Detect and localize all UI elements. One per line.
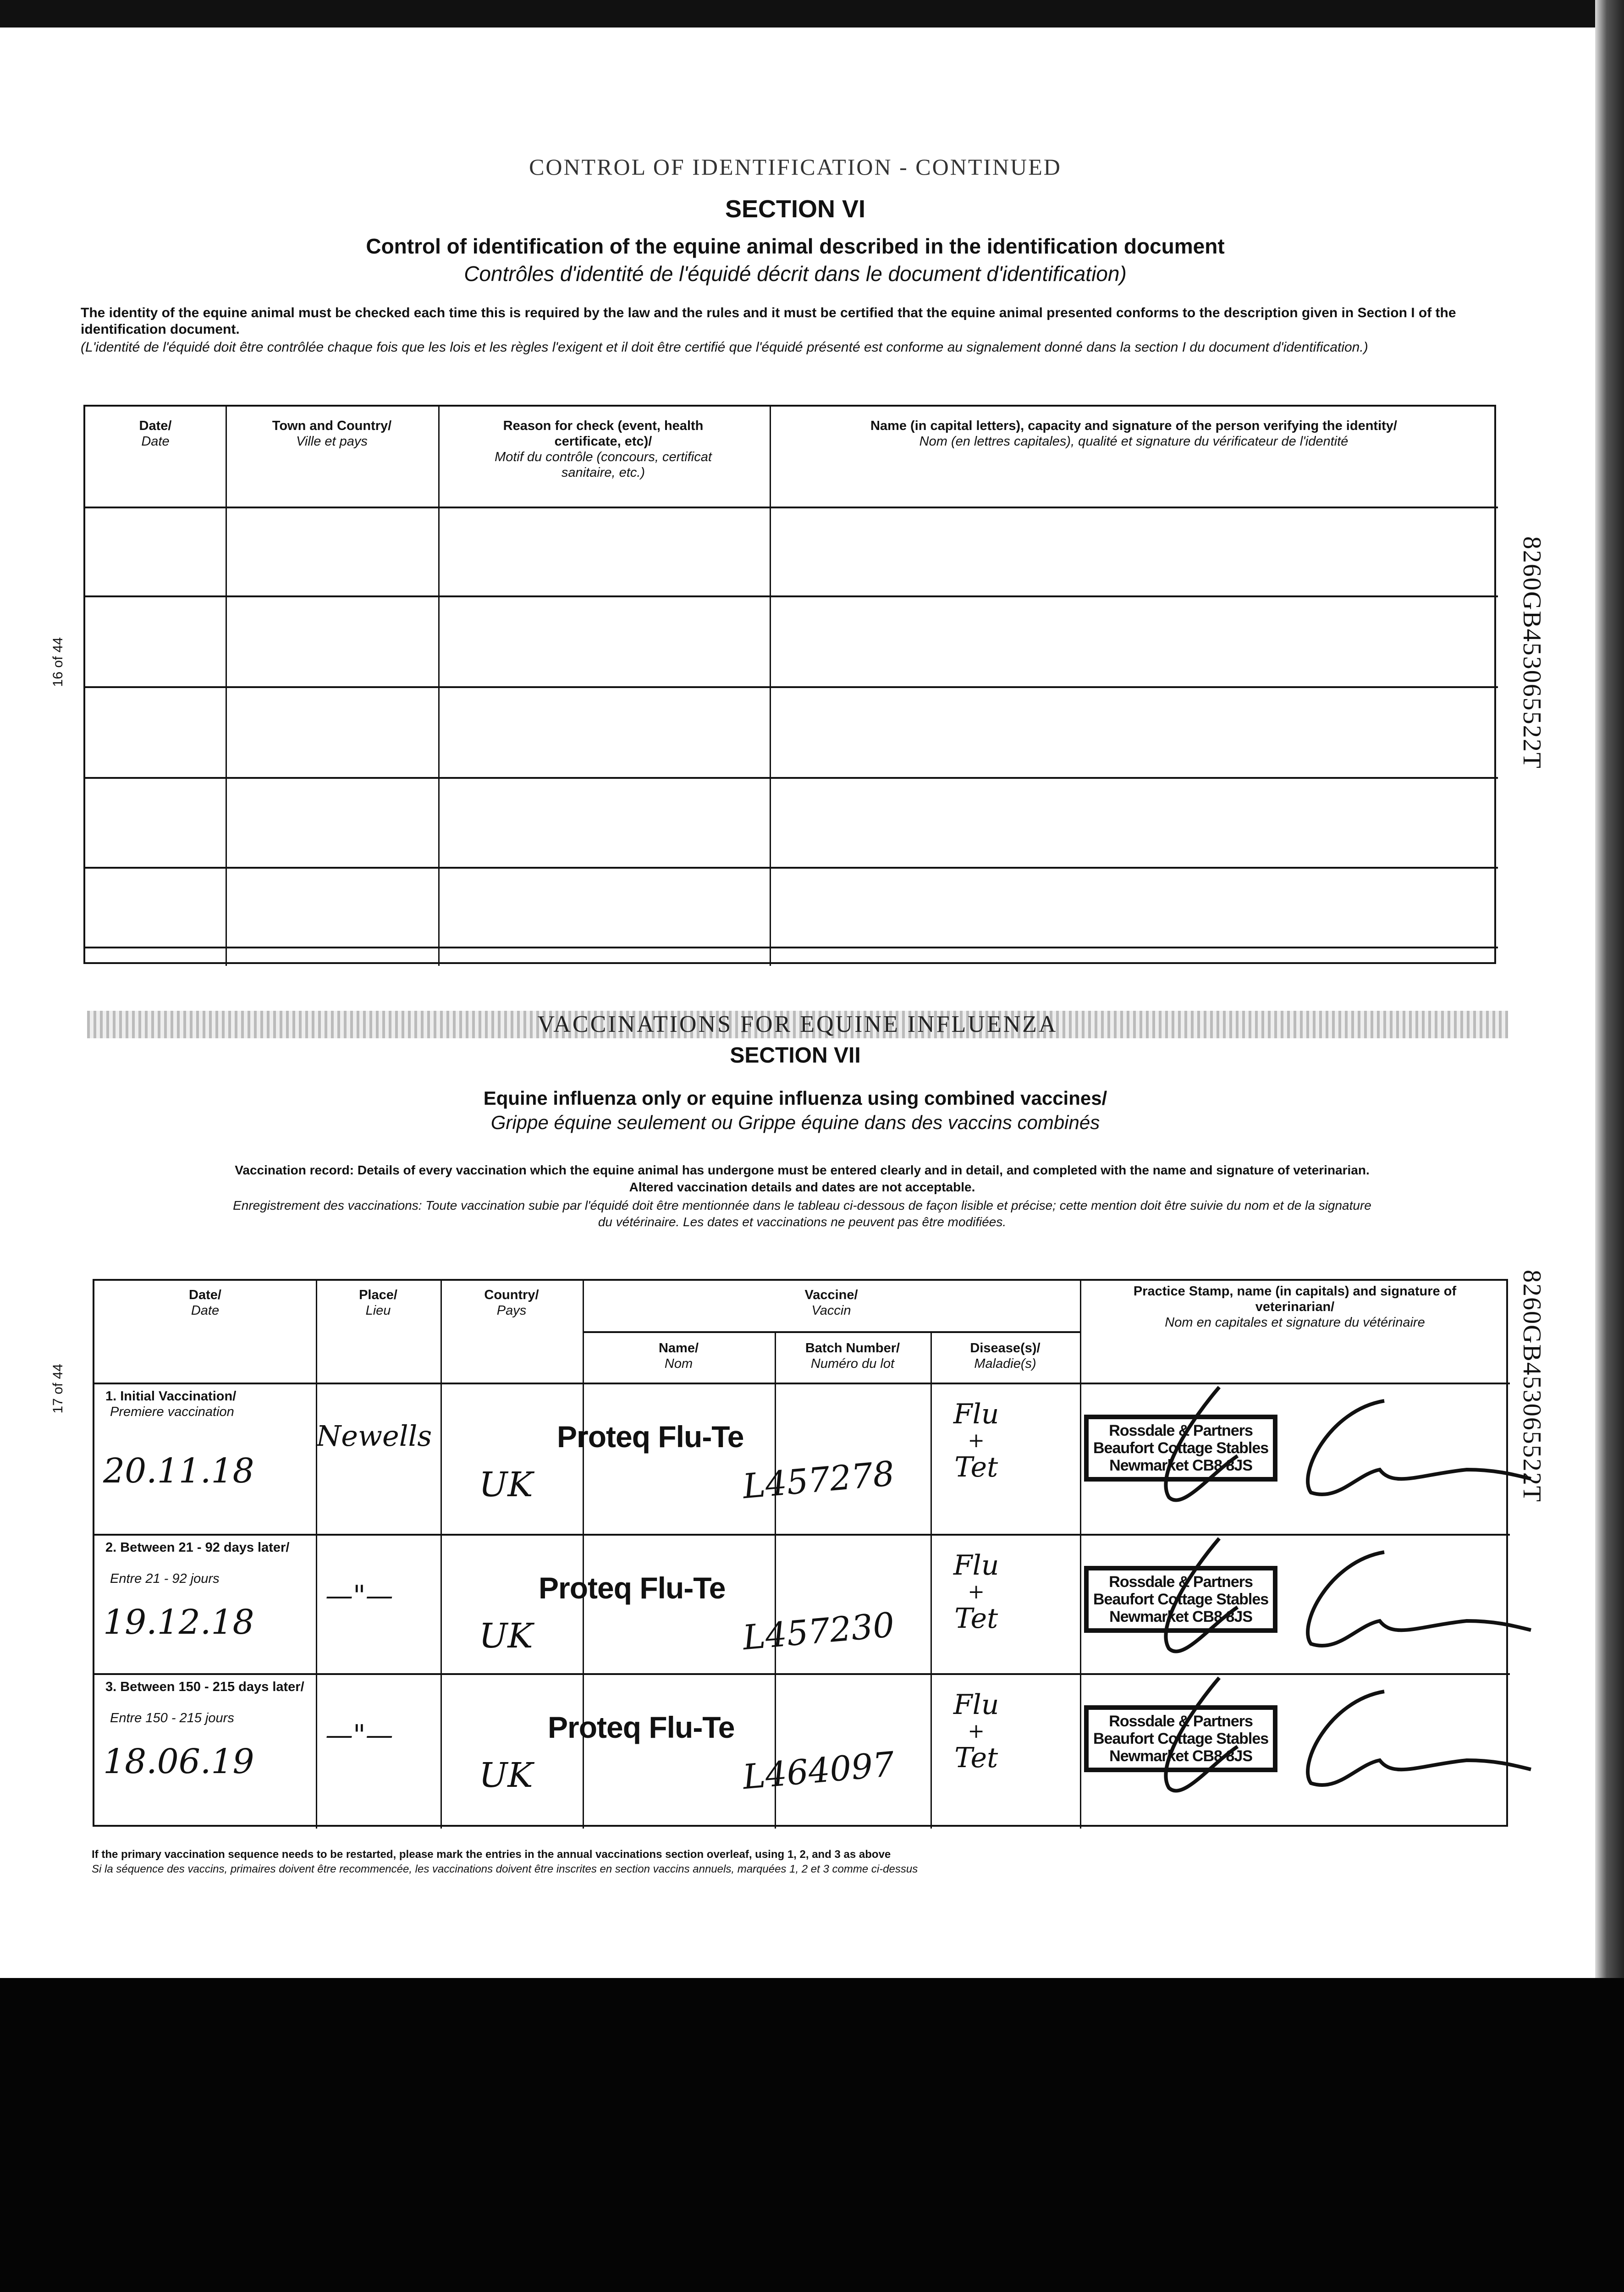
vaccination-country: UK [479,1756,533,1795]
section-6-title-fr: Contrôles d'identité de l'équidé décrit dans le document d'identification) [464,262,1127,286]
row-label-fr: Premiere vaccination [110,1405,234,1419]
vaccination-banner: VACCINATIONS FOR EQUINE INFLUENZA [87,1011,1508,1038]
col-batch-fr: Numéro du lot [810,1356,895,1371]
row-label: 3. Between 150 - 215 days later/ [105,1680,304,1694]
section-7-intro-fr2: du vétérinaire. Les dates et vaccinations ne peuvent pas être modifiées. [598,1215,1007,1229]
col-date-fr: Date [141,434,170,449]
col-place: Place/ [359,1288,397,1302]
id-number-2: 8260GB453065522T [1518,1270,1546,1503]
disease: Flu + Tet [953,1689,999,1774]
section-7-title-fr: Grippe équine seulement ou Grippe équine dans des vaccins combinés [490,1112,1100,1133]
vaccination-place: Newells [316,1419,432,1453]
section-7-intro-fr: Enregistrement des vaccinations: Toute vaccination subie par l'équidé doit être mentionnée dans le tableau ci-dessous de façon lisible et précise; cette mention doit être suivie du nom et de la signature [233,1198,1371,1212]
vet-signature-icon [1100,1534,1536,1667]
section-7-intro: Vaccination record: Details of every vaccination which the equine animal has undergone must be entered clearly and in detail, and completed with the name and signature of veterinarian. [235,1163,1370,1177]
section-6-intro-fr: (L'identité de l'équidé doit être contrôlée chaque fois que les lois et les règles l'exigent et il doit être certifié que l'équidé présenté est conforme au signalement donné dans la section I du document d'identification.) [81,340,1368,355]
col-vet: Practice Stamp, name (in capitals) and signature of veterinarian/ [1133,1284,1457,1314]
vaccination-country: UK [479,1616,533,1656]
section-7-title: Equine influenza only or equine influenza using combined vaccines/ [483,1087,1107,1109]
col-vaccine: Vaccine/ [804,1288,858,1302]
page-number-16: 16 of 44 [50,637,66,687]
section-7-intro2: Altered vaccination details and dates are not acceptable. [629,1180,975,1194]
col-vaccine-fr: Vaccin [811,1303,851,1318]
vaccine-name: Proteq Flu-Te [539,1571,726,1605]
vaccination-country: UK [479,1465,533,1504]
col-verifier-fr: Nom (en lettres capitales), qualité et signature du vérificateur de l'identité [919,434,1349,449]
vet-signature-icon [1100,1673,1536,1806]
col-vet-fr: Nom en capitales et signature du vétérinaire [1165,1315,1425,1330]
row-label-fr: Entre 21 - 92 jours [110,1571,220,1586]
page-number-17: 17 of 44 [50,1364,66,1414]
col-verifier: Name (in capital letters), capacity and signature of the person verifying the identity/ [870,419,1397,433]
footnote-fr: Si la séquence des vaccins, primaires doivent être recommencée, les vaccinations doivent être inscrites en section vaccins annuels, marquées 1, 2 et 3 comme ci-dessus [92,1863,918,1875]
col-vaccine-name-fr: Nom [664,1356,693,1371]
col-disease: Disease(s)/ [970,1341,1040,1355]
col-town: Town and Country/ [272,419,392,433]
vaccination-date: 18.06.19 [103,1742,254,1781]
col-country-fr: Pays [496,1303,527,1318]
vaccination-date: 20.11.18 [103,1451,254,1491]
batch-number: L464097 [741,1744,896,1797]
col-date: Date/ [189,1288,221,1302]
section-6-label: SECTION VI [725,195,866,223]
col-date-fr: Date [191,1303,220,1318]
page-header: CONTROL OF IDENTIFICATION - CONTINUED [529,154,1062,180]
batch-number: L457230 [741,1605,896,1658]
col-vaccine-name: Name/ [658,1341,699,1355]
vaccination-date: 19.12.18 [103,1603,254,1642]
practice-stamp: Rossdale & Partners Beaufort Cottage Stables Newmarket CB8 8JS [1084,1705,1277,1772]
col-place-fr: Lieu [365,1303,391,1318]
col-date: Date/ [139,419,172,433]
row-label: 1. Initial Vaccination/ [105,1389,237,1404]
scan-border-bottom [0,1978,1624,2292]
vaccine-name: Proteq Flu-Te [557,1420,744,1454]
id-number: 8260GB453065522T [1518,536,1546,769]
row-label: 2. Between 21 - 92 days later/ [105,1540,290,1555]
vaccination-place: —"— [325,1580,393,1612]
col-batch: Batch Number/ [805,1341,900,1355]
section-6-title: Control of identification of the equine animal described in the identification document [366,234,1225,258]
col-reason-fr: Motif du contrôle (concours, certificat sanitaire, etc.) [495,450,712,480]
practice-stamp: Rossdale & Partners Beaufort Cottage Stables Newmarket CB8 8JS [1084,1415,1277,1482]
vet-signature-icon [1100,1383,1536,1515]
practice-stamp: Rossdale & Partners Beaufort Cottage Stables Newmarket CB8 8JS [1084,1566,1277,1633]
section-7-label: SECTION VII [730,1043,861,1068]
col-reason: Reason for check (event, health certificate, etc)/ [503,419,704,449]
scan-border-right [1595,0,1624,1980]
scan-border-top [0,0,1624,28]
footnote: If the primary vaccination sequence needs to be restarted, please mark the entries in the annual vaccinations section overleaf, using 1, 2, and 3 as above [92,1848,891,1861]
col-country: Country/ [484,1288,539,1302]
col-town-fr: Ville et pays [296,434,368,449]
disease: Flu + Tet [953,1549,999,1635]
identity-check-table [83,405,1496,964]
row-label-fr: Entre 150 - 215 jours [110,1711,234,1725]
disease: Flu + Tet [953,1398,999,1483]
col-disease-fr: Maladie(s) [974,1356,1036,1371]
section-6-intro: The identity of the equine animal must be checked each time this is required by the law and the rules and it must be certified that the equine animal presented conforms to the description given in Section I of the identification document. [81,305,1456,337]
vaccine-name: Proteq Flu-Te [548,1710,735,1744]
vaccination-place: —"— [325,1719,393,1751]
batch-number: L457278 [741,1454,896,1507]
